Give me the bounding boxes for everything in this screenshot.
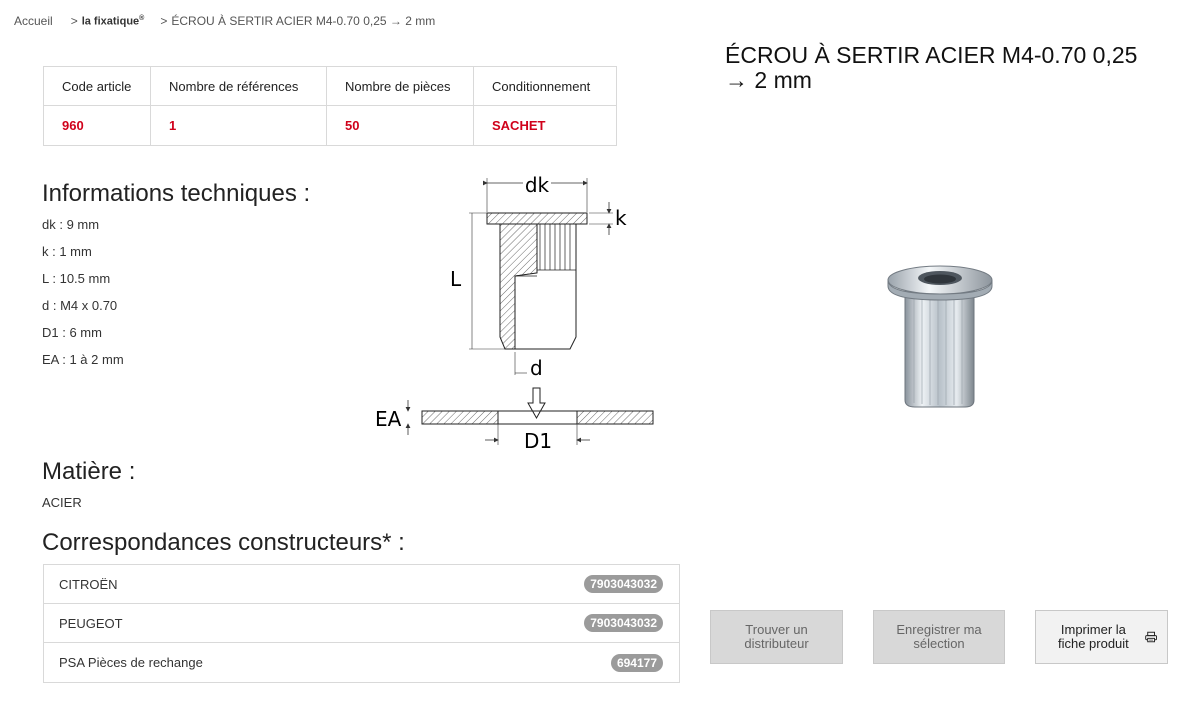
reference-badge: 694177 (611, 654, 663, 672)
printer-icon (1145, 629, 1157, 645)
material-value: ACIER (42, 495, 82, 510)
brand-mark: ® (139, 14, 145, 22)
list-item (44, 565, 679, 604)
breadcrumb-home-link[interactable]: Accueil (14, 14, 53, 28)
list-item (44, 643, 679, 682)
cell-nombre-pieces: 50 (327, 106, 474, 146)
spec-dk: dk : 9 mm (42, 217, 100, 232)
dk-label: dk (524, 173, 550, 197)
breadcrumb-separator: > (160, 14, 168, 28)
breadcrumb-separator: > (70, 14, 78, 28)
header-code-article: Code article (44, 67, 151, 106)
cell-conditionnement: SACHET (474, 106, 617, 146)
table-row (44, 106, 617, 146)
find-distributor-button[interactable]: Trouver un distributeur (710, 610, 843, 664)
list-item (44, 604, 679, 643)
spec-ea: EA : 1 à 2 mm (42, 352, 124, 367)
k-label: k (615, 206, 627, 230)
product-info-table (43, 66, 617, 146)
tech-spec-list (42, 216, 124, 378)
technical-diagram (365, 170, 665, 455)
print-sheet-label: Imprimer la fiche produit (1057, 622, 1129, 651)
reference-badge: 7903043032 (584, 575, 663, 593)
reference-badge: 7903043032 (584, 614, 663, 632)
header-conditionnement: Conditionnement (474, 67, 617, 106)
product-image (870, 255, 1010, 420)
l-label: L (450, 267, 462, 291)
header-nombre-pieces: Nombre de pièces (327, 67, 474, 106)
d-label: d (530, 356, 543, 380)
d1-label: D1 (523, 429, 553, 453)
spec-d: d : M4 x 0.70 (42, 298, 118, 313)
material-title: Matière : (42, 458, 136, 485)
brand-name: la fixatique (81, 15, 140, 28)
spec-k: k : 1 mm (42, 244, 92, 259)
product-title: ÉCROU À SERTIR ACIER M4-0.70 0,25 → 2 mm (725, 42, 1138, 93)
table-header-row (44, 67, 617, 106)
manufacturer-name: PSA Pièces de rechange (59, 655, 203, 670)
correspondences-title: Correspondances constructeurs* : (42, 529, 405, 556)
header-nombre-references: Nombre de références (151, 67, 327, 106)
correspondences-list (43, 564, 680, 683)
print-sheet-button[interactable] (1035, 610, 1168, 664)
manufacturer-name: CITROËN (59, 576, 118, 592)
ea-label: EA (375, 407, 402, 431)
breadcrumb-current: ÉCROU À SERTIR ACIER M4-0.70 0,25 → 2 mm (171, 14, 436, 28)
manufacturer-name: PEUGEOT (59, 615, 123, 631)
save-selection-button[interactable]: Enregistrer ma sélection (873, 610, 1005, 664)
spec-d1: D1 : 6 mm (42, 325, 102, 340)
breadcrumb-brand-link[interactable] (82, 15, 145, 28)
breadcrumb (14, 14, 435, 28)
tech-info-title: Informations techniques : (42, 180, 311, 207)
spec-l: L : 10.5 mm (42, 271, 111, 286)
cell-nombre-references: 1 (151, 106, 327, 146)
cell-code-article: 960 (44, 106, 151, 146)
